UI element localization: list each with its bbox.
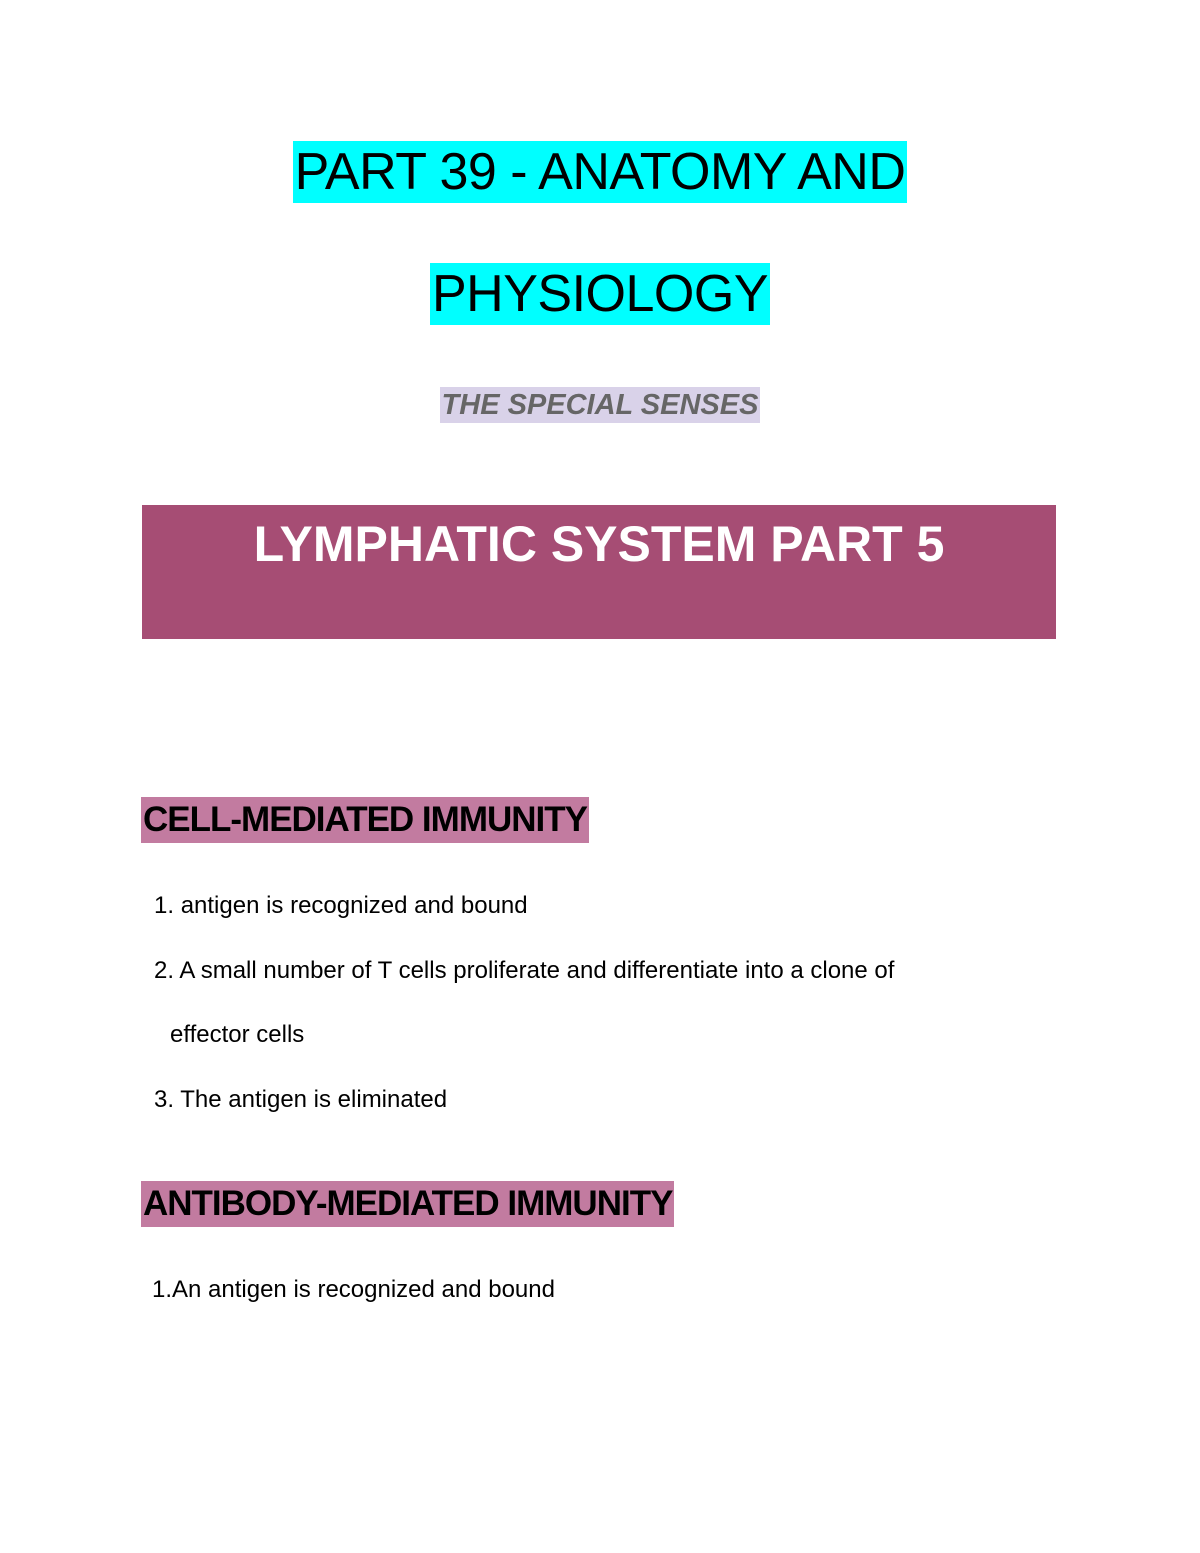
list-item	[154, 1085, 447, 1115]
title-line-1	[0, 141, 1200, 203]
list-number: 1.	[154, 892, 175, 919]
list-text: A small number of T cells proliferate and differentiate into a clone of	[179, 957, 895, 984]
page-title-part2: PHYSIOLOGY	[432, 265, 768, 323]
subtitle: THE SPECIAL SENSES	[441, 389, 759, 421]
list-number: 2.	[154, 957, 175, 984]
section-heading: CELL-MEDIATED IMMUNITY	[141, 797, 589, 843]
page-title-part1: PART 39 - ANATOMY AND	[294, 143, 906, 201]
list-text: An antigen is recognized and bound	[172, 1276, 555, 1303]
list-item	[154, 956, 894, 986]
list-text: The antigen is eliminated	[180, 1086, 448, 1113]
section-heading: ANTIBODY-MEDIATED IMMUNITY	[141, 1181, 674, 1227]
list-number: 3.	[154, 1086, 175, 1113]
subtitle-line	[0, 387, 1200, 423]
title-line-2	[0, 263, 1200, 325]
list-item	[154, 891, 528, 921]
section-heading-antibody-mediated	[141, 1181, 674, 1227]
list-text: antigen is recognized and bound	[180, 892, 528, 919]
section-banner: LYMPHATIC SYSTEM PART 5	[142, 505, 1056, 639]
list-item	[152, 1275, 555, 1305]
section-heading-cell-mediated	[141, 797, 589, 843]
list-number: 1.	[152, 1276, 173, 1303]
list-item-continuation: effector cells	[170, 1021, 305, 1048]
